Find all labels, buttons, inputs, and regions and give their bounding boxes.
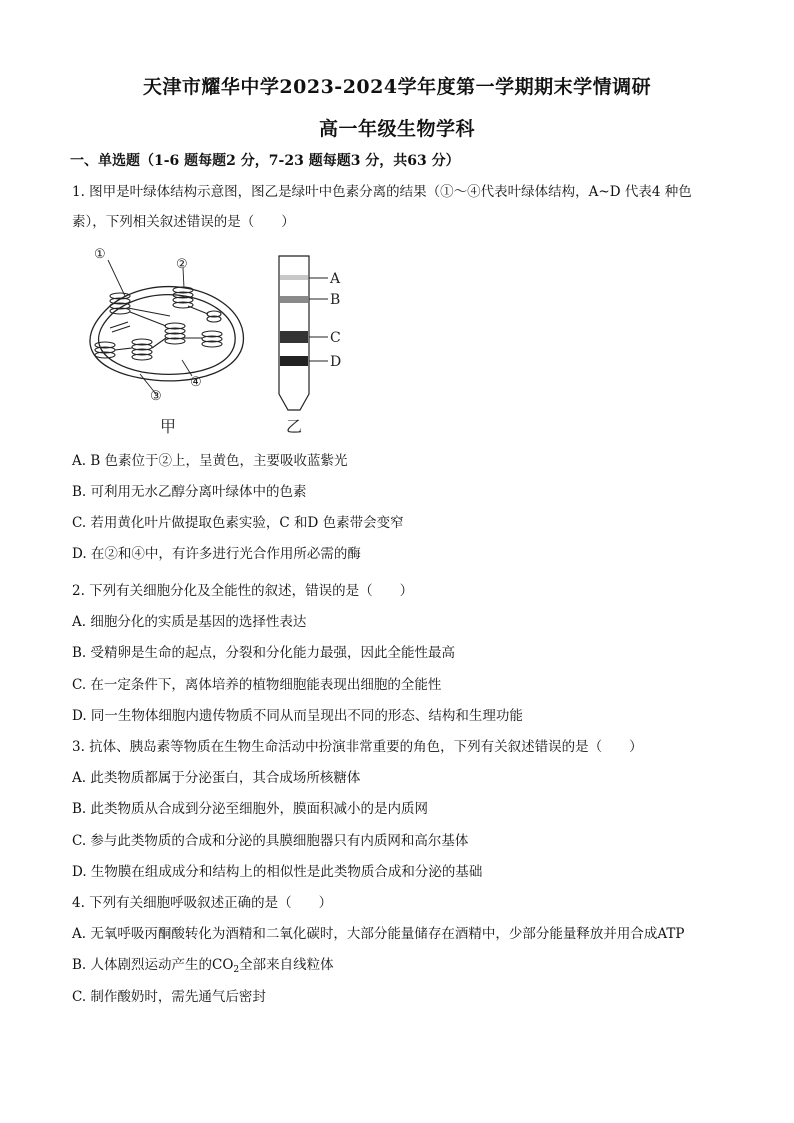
exam-title: 天津市耀华中学2023-2024学年度第一学期期末学情调研 bbox=[142, 76, 652, 98]
exam-subtitle: 高一年级生物学科 bbox=[318, 118, 475, 140]
q4-option-b-tail: 全部来自线粒体 bbox=[239, 957, 334, 973]
band-label-b: B bbox=[330, 292, 341, 308]
q3-option-a: A. 此类物质都属于分泌蛋白，其合成场所核糖体 bbox=[72, 770, 361, 786]
chloroplast-diagram bbox=[90, 260, 244, 394]
q1-option-c: C. 若用黄化叶片做提取色素实验，C 和D 色素带会变窄 bbox=[72, 515, 404, 531]
band-label-c: C bbox=[330, 330, 341, 346]
q1-figure-svg bbox=[70, 248, 370, 444]
label-line-1 bbox=[108, 260, 125, 296]
q2-stem: 2. 下列有关细胞分化及全能性的叙述，错误的是（ ） bbox=[72, 583, 414, 599]
band-c bbox=[280, 331, 308, 343]
structure-label-1: ① bbox=[94, 248, 106, 262]
q4-option-a: A. 无氧呼吸丙酮酸转化为酒精和二氧化碳时，大部分能量储存在酒精中，少部分能量释放并用合成ATP bbox=[72, 926, 685, 942]
q1-option-b: B. 可利用无水乙醇分离叶绿体中的色素 bbox=[72, 484, 307, 500]
q3-stem: 3. 抗体、胰岛素等物质在生物生命活动中扮演非常重要的角色，下列有关叙述错误的是（ ） bbox=[72, 739, 643, 755]
q4-option-b-subscript: 2 bbox=[233, 965, 240, 975]
chromatography-strip bbox=[279, 256, 341, 410]
q4-option-c: C. 制作酸奶时，需先通气后密封 bbox=[72, 989, 266, 1005]
q4-option-b-text: B. 人体剧烈运动产生的CO bbox=[72, 957, 234, 973]
band-label-d: D bbox=[330, 354, 342, 370]
q3-option-d: D. 生物膜在组成成分和结构上的相似性是此类物质合成和分泌的基础 bbox=[72, 864, 483, 880]
q4-option-b bbox=[72, 956, 334, 979]
q3-option-b: B. 此类物质从合成到分泌至细胞外，膜面积减小的是内质网 bbox=[72, 801, 429, 817]
band-label-a: A bbox=[330, 271, 341, 287]
q2-option-a: A. 细胞分化的实质是基因的选择性表达 bbox=[72, 614, 307, 630]
section-heading: 一、单选题（1-6 题每题2 分，7-23 题每题3 分，共63 分） bbox=[70, 153, 460, 169]
chloroplast-caption: 甲 bbox=[160, 417, 177, 436]
strip-caption: 乙 bbox=[286, 417, 303, 436]
q3-option-c: C. 参与此类物质的合成和分泌的具膜细胞器只有内质网和高尔基体 bbox=[72, 833, 469, 849]
grana-stacks bbox=[95, 287, 222, 360]
q1-stem-line2: 素），下列相关叙述错误的是（ ） bbox=[72, 214, 295, 230]
structure-label-4: ④ bbox=[190, 375, 202, 390]
q1-stem-line1: 1. 图甲是叶绿体结构示意图，图乙是绿叶中色素分离的结果（①～④代表叶绿体结构，A~D 代表4 种色 bbox=[72, 184, 692, 200]
band-a bbox=[280, 275, 308, 280]
q1-figure bbox=[70, 248, 370, 444]
band-b bbox=[280, 296, 308, 303]
band-d bbox=[280, 356, 308, 366]
q2-option-c: C. 在一定条件下，离体培养的植物细胞能表现出细胞的全能性 bbox=[72, 677, 442, 693]
q2-option-b: B. 受精卵是生命的起点，分裂和分化能力最强，因此全能性最高 bbox=[72, 645, 456, 661]
structure-label-3: ③ bbox=[150, 389, 162, 404]
q1-option-d: D. 在②和④中，有许多进行光合作用所必需的酶 bbox=[72, 546, 361, 562]
structure-label-2: ② bbox=[176, 257, 188, 272]
q4-stem: 4. 下列有关细胞呼吸叙述正确的是（ ） bbox=[72, 895, 333, 911]
q1-option-a: A. B 色素位于②上，呈黄色，主要吸收蓝紫光 bbox=[72, 453, 348, 469]
q2-option-d: D. 同一生物体细胞内遗传物质不同从而呈现出不同的形态、结构和生理功能 bbox=[72, 708, 523, 724]
